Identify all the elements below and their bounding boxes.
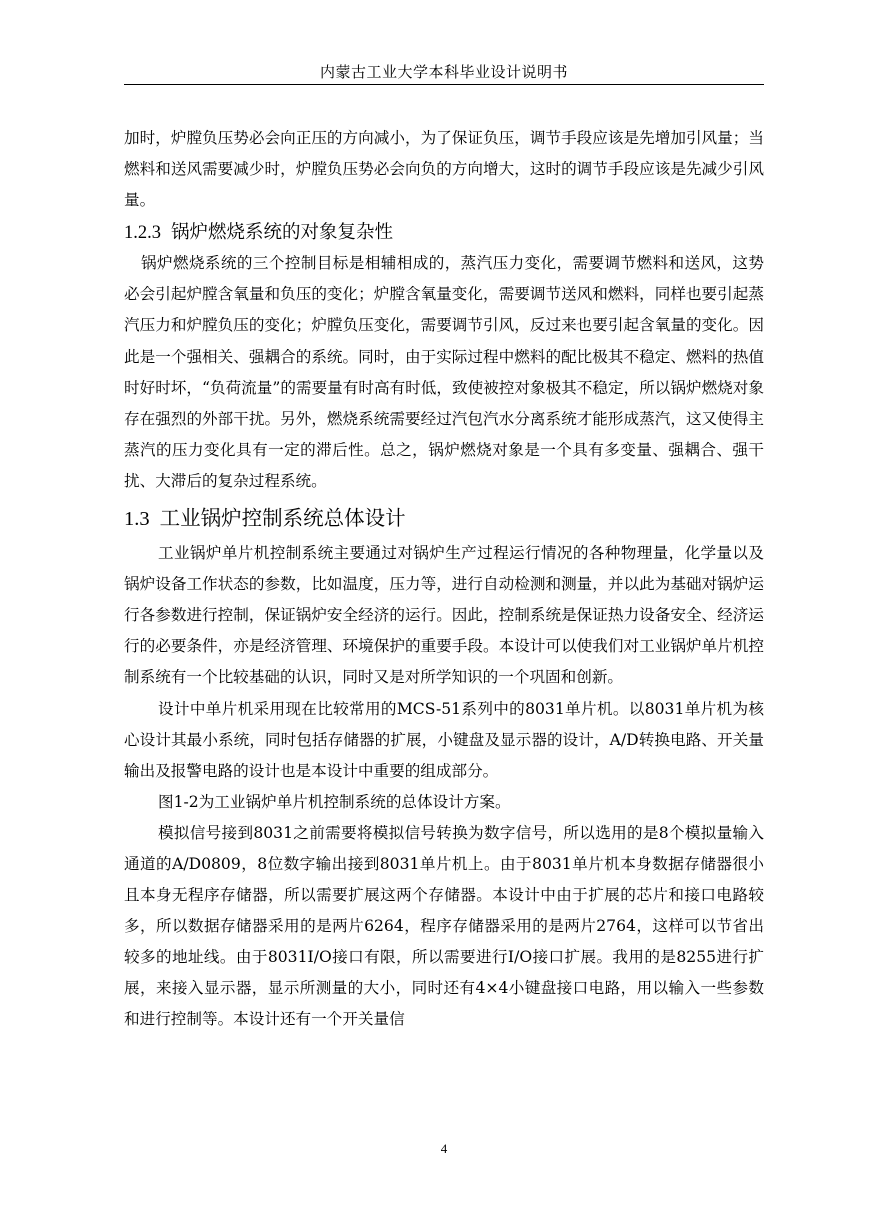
section-number: 1.2.3 [124, 223, 161, 244]
section-heading-1-3 [124, 501, 764, 536]
paragraph-continuation: 加时，炉膛负压势必会向正压的方向减小，为了保证负压，调节手段应该是先增加引风量；当燃料和送风需要减少时，炉膛负压势必会向负的方向增大，这时的调节手段应该是先减少引风量。 [124, 129, 764, 210]
section-title: 锅炉燃烧系统的对象复杂性 [171, 222, 394, 244]
page-header-title: 内蒙古工业大学本科毕业设计说明书 [319, 63, 568, 81]
paragraph-system-overview: 工业锅炉单片机控制系统主要通过对锅炉生产过程运行情况的各种物理量，化学量以及锅炉设备工作状态的参数，比如温度，压力等，进行自动检测和测量，并以此为基础对锅炉运行各参数进行控制，保证锅炉安全经济的运行。因此，控制系统是保证热力设备安全、经济运行的必要条件，亦是经济管理、环境保护的重要手段。本设计可以使我们对工业锅炉单片机控制系统有一个比较基础的认识，同时又是对所学知识的一个巩固和创新。 [124, 544, 764, 687]
paragraph-signal-conversion: 模拟信号接到8031之前需要将模拟信号转换为数字信号，所以选用的是8个模拟量输入通道的A/D0809，8位数字输出接到8031单片机上。由于8031单片机本身数据存储器很小且本身无程序存储器，所以需要扩展这两个存储器。本设计中由于扩展的芯片和接口电路较多，所以数据存储器采用的是两片6264，程序存储器采用的是两片2764，这样可以节省出较多的地址线。由于8031I/O接口有限，所以需要进行I/O接口扩展。我用的是8255进行扩展，来接入显示器，显示所测量的大小，同时还有4×4小键盘接口电路，用以输入一些参数和进行控制等。本设计还有一个开关量信 [124, 823, 764, 1029]
paragraph-figure-reference: 图1-2为工业锅炉单片机控制系统的总体设计方案。 [158, 792, 511, 811]
section-number: 1.3 [124, 508, 150, 531]
header-divider [124, 84, 764, 85]
section-heading-1-2-3 [124, 218, 764, 248]
page-number: 4 [440, 1141, 448, 1156]
paragraph-combustion-complexity: 锅炉燃烧系统的三个控制目标是相辅相成的，蒸汽压力变化，需要调节燃料和送风，这势必会引起炉膛含氧量和负压的变化；炉膛含氧量变化，需要调节送风和燃料，同样也要引起蒸汽压力和炉膛负压的变化；炉膛负压变化，需要调节引风，反过来也要引起含氧量的变化。因此是一个强相关、强耦合的系统。同时，由于实际过程中燃料的配比极其不稳定、燃料的热值时好时坏，“负荷流量”的需要量有时高有时低，致使被控对象极其不稳定，所以锅炉燃烧对象存在强烈的外部干扰。另外，燃烧系统需要经过汽包汽水分离系统才能形成蒸汽，这又使得主蒸汽的压力变化具有一定的滞后性。总之，锅炉燃烧对象是一个具有多变量、强耦合、强干扰、大滞后的复杂过程系统。 [124, 254, 764, 490]
page-body [124, 123, 764, 1036]
paragraph-mcu-design: 设计中单片机采用现在比较常用的MCS-51系列中的8031单片机。以8031单片机为核心设计其最小系统，同时包括存储器的扩展，小键盘及显示器的设计，A/D转换电路、开关量输出及报警电路的设计也是本设计中重要的组成部分。 [124, 699, 764, 780]
section-title: 工业锅炉控制系统总体设计 [159, 506, 406, 531]
